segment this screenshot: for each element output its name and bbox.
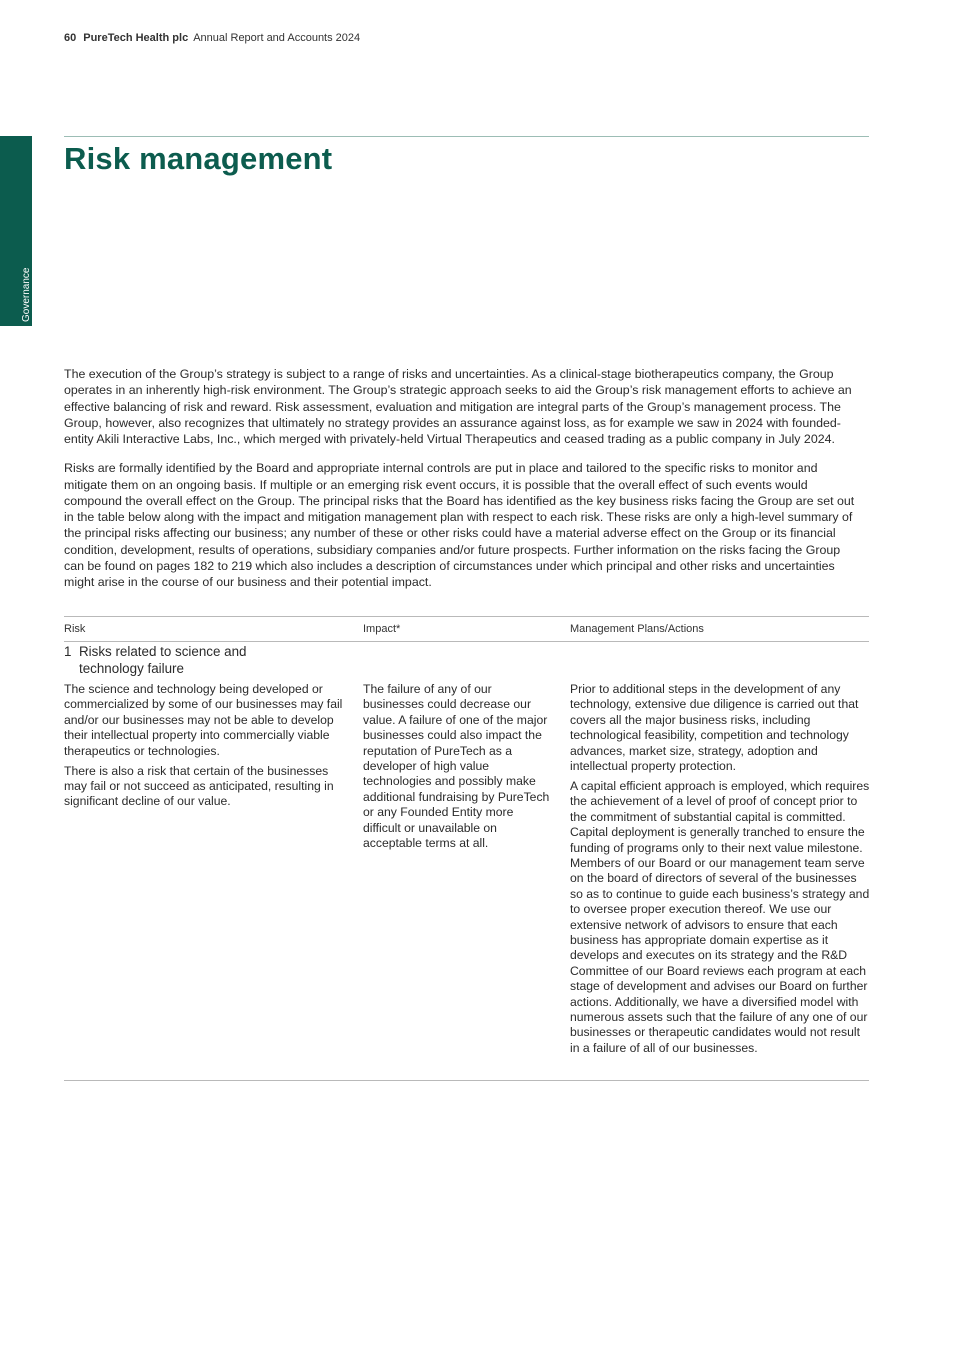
section-tab-label: Governance (21, 267, 32, 322)
title-divider (64, 136, 869, 137)
page-title: Risk management (64, 141, 333, 176)
risk-title: Risks related to science and technology failure (79, 644, 247, 676)
company-name: PureTech Health plc (83, 32, 189, 44)
intro-text (64, 366, 862, 603)
column-header-risk: Risk (64, 623, 86, 635)
column-header-management: Management Plans/Actions (570, 623, 704, 635)
column-header-impact: Impact* (363, 623, 401, 635)
risk-paragraph: There is also a risk that certain of the businesses may fail or not succeed as anticipated, resulting in significant decline of our value. (64, 763, 334, 809)
management-paragraph: Prior to additional steps in the development of any technology, extensive due diligence is carried out that covers all the major business risks, including technological feasibility, competition and technology advances, market size, strategy, adoption and intellectual property protection. (570, 682, 859, 774)
intro-paragraph: The execution of the Group’s strategy is subject to a range of risks and uncertainties. As a clinical-stage biotherapeutics company, the Group operates in an inherently high-risk environment. The Group’s strategic approach seeks to aid the Group’s risk management efforts to achieve an effective balancing of risk and reward. Risk assessment, evaluation and mitigation are integral parts of the Group’s management process. The Group, however, also recognizes that ultimately no strategy provides an assurance against loss, as for example we saw in 2024 with founded-entity Akili Interactive Labs, Inc., which merged with privately-held Virtual Therapeutics and ceased trading as a public company in July 2024. (64, 367, 852, 446)
intro-paragraph: Risks are formally identified by the Board and appropriate internal controls are put in place and tailored to the specific risks to monitor and mitigate them on an ongoing basis. If multiple or an emerging risk event occurs, it is possible that the overall effect of such events would compound the overall effect on the Group. The principal risks that the Board has identified as the key business risks facing the Group are set out in the table below along with the impact and mitigation management plan with respect to each risk. These risks are only a high-level summary of the principal risks affecting our business; any number of these or other risks could have a material adverse effect on the Group or its financial condition, development, results of operations, subsidiary companies and/or future prospects. Further information on the risks facing the Group can be found on pages 182 to 219 which also includes a description of circumstances under which principal and other risks and uncertainties might arise in the course of our business and their potential impact. (64, 461, 855, 589)
management-cell (570, 682, 870, 1061)
risk-number: 1 (64, 644, 72, 659)
table-bottom-divider (64, 1080, 869, 1081)
table-top-divider (64, 616, 869, 617)
risk-description-cell (64, 682, 351, 814)
document-name: Annual Report and Accounts 2024 (193, 32, 361, 44)
running-header (64, 31, 360, 45)
impact-cell (363, 682, 550, 856)
table-header-divider (64, 641, 869, 642)
risk-paragraph: The science and technology being developed or commercialized by some of our businesses may fail and/or our businesses may not be able to develop their intellectual property into commercially viable therapeutics or technologies. (64, 682, 343, 758)
risk-heading (64, 644, 299, 677)
impact-paragraph: The failure of any of our businesses could decrease our value. A failure of one of the major businesses could also impact the reputation of PureTech as a developer of high value technologies and possibly make additional fundraising by PureTech or any Founded Entity more difficult or unavailable on acceptable terms at all. (363, 682, 550, 851)
page-number: 60 (64, 32, 77, 44)
management-paragraph: A capital efficient approach is employed, which requires the achievement of a level of proof of concept prior to the commitment of substantial capital is committed. Capital deployment is generally tranched to ensure the funding of programs only to their next value milestone. Members of our Board or our management team serve on the board of directors of several of the businesses so as to continue to guide each business’s strategy and to oversee proper execution thereof. We use our extensive network of advisors to ensure that each business has appropriate domain expertise as it develops and executes on its strategy and the R&D Committee of our Board reviews each program at each stage of development and advises our Board on further actions. Additionally, we have a diversified model with numerous assets such that the failure of any one of our businesses or therapeutic candidates would not result in a failure of all of our businesses. (570, 778, 870, 1055)
